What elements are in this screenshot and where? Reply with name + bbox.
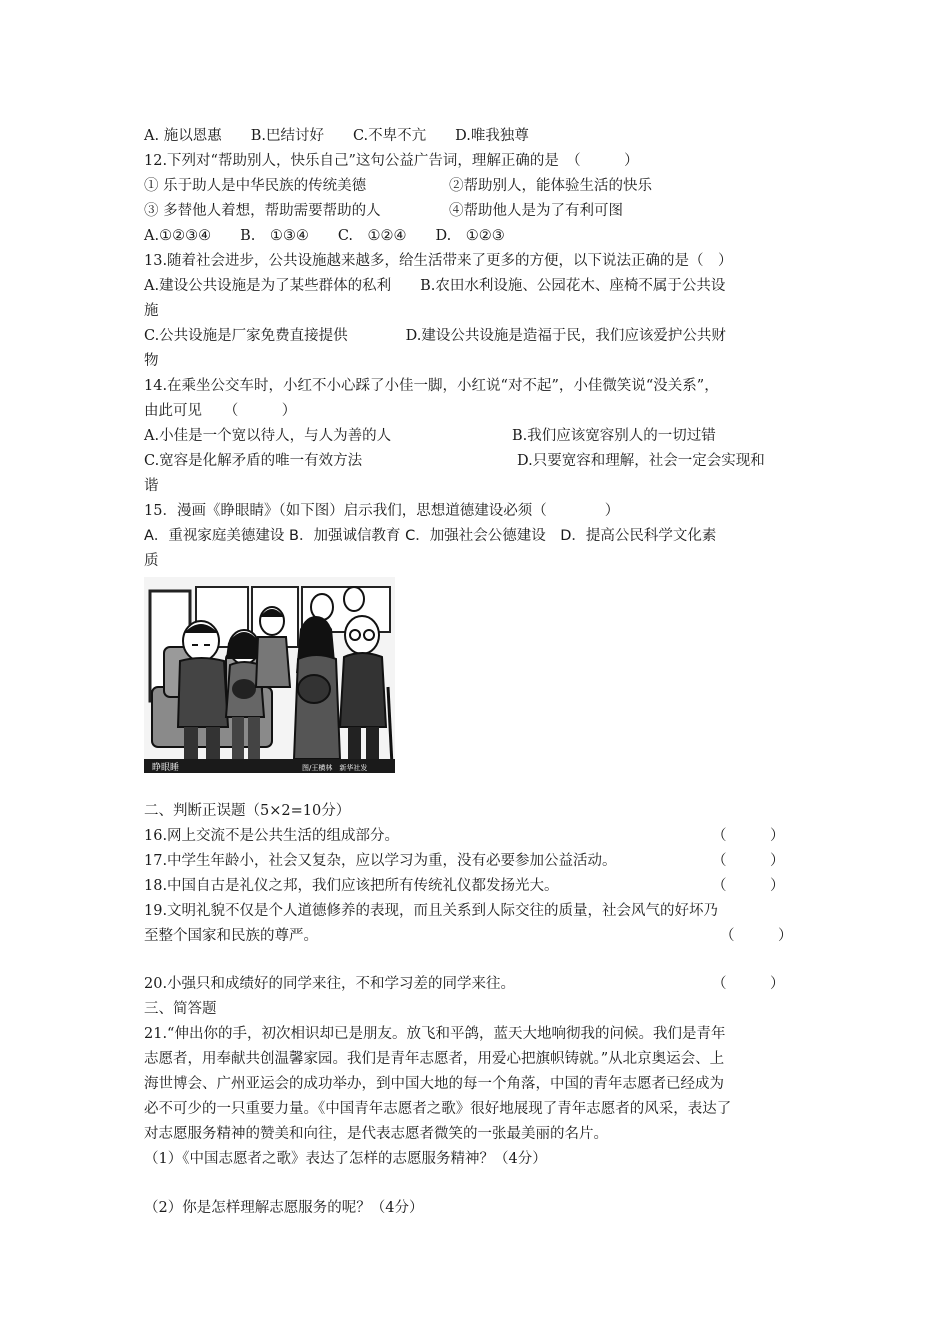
q13-stem: 13.随着社会进步，公共设施越来越多，给生活带来了更多的方便，以下说法正确的是（ ）: [144, 253, 733, 269]
q15-stem: 15．漫画《睁眼睛》（如下图）启示我们，思想道德建设必须（ ）: [144, 503, 620, 519]
q14-option-a: A.小佳是一个宽以待人，与人为善的人: [144, 428, 392, 444]
cartoon-image: [144, 577, 395, 773]
q12-statement-1: ① 乐于助人是中华民族的传统美德: [144, 178, 367, 194]
q21-line-1: 21.“伸出你的手，初次相识却已是朋友。放飞和平鸽，蓝天大地响彻我的问候。我们是青年: [144, 1026, 726, 1042]
q13-options-cd: C.公共设施是厂家免费直接提供 D.建设公共设施是造福于民，我们应该爱护公共财: [144, 328, 726, 344]
q21-line-3: 海世博会、广州亚运会的成功举办，到中国大地的每一个角落，中国的青年志愿者已经成为: [144, 1076, 724, 1092]
q12-statement-2: ②帮助别人，能体验生活的快乐: [449, 178, 652, 194]
q18: 18.中国自古是礼仪之邦，我们应该把所有传统礼仪都发扬光大。: [144, 878, 559, 894]
q21-line-2: 志愿者，用奉献共创温馨家园。我们是青年志愿者，用爱心把旗帜铸就。”从北京奥运会、上: [144, 1051, 725, 1067]
section2-title: 二、判断正误题（5×2=10分）: [144, 803, 351, 819]
q12-stem: 12.下列对“帮助别人，快乐自己”这句公益广告词，理解正确的是 （ ）: [144, 153, 639, 169]
q13-options-ab: A.建设公共设施是为了某些群体的私利 B.农田水利设施、公园花木、座椅不属于公共设: [144, 278, 726, 294]
q19-answer-bracket[interactable]: （ ）: [720, 928, 793, 944]
q15-options-cont: 质: [144, 553, 159, 569]
q20: 20.小强只和成绩好的同学来往，不和学习差的同学来往。: [144, 976, 516, 992]
q12-options: A.①②③④ B. ①③④ C. ①②④ D. ①②③: [144, 228, 505, 244]
q18-answer-bracket[interactable]: （ ）: [712, 878, 785, 894]
q17-answer-bracket[interactable]: （ ）: [712, 853, 785, 869]
cartoon-caption-title: 睁眼睡: [152, 763, 180, 773]
q19-cont: 至整个国家和民族的尊严。: [144, 928, 318, 944]
q13-options-cd-cont: 物: [144, 353, 159, 369]
q21-sub-2: （2）你是怎样理解志愿服务的呢？（4分）: [144, 1200, 424, 1216]
q11-options: A. 施以恩惠 B.巴结讨好 C.不卑不亢 D.唯我独尊: [144, 128, 529, 144]
q13-options-ab-cont: 施: [144, 303, 159, 319]
q14-option-b: B.我们应该宽容别人的一切过错: [512, 428, 716, 444]
section3-title: 三、简答题: [144, 1001, 217, 1017]
q16: 16.网上交流不是公共生活的组成部分。: [144, 828, 400, 844]
q21-sub-1: （1）《中国志愿者之歌》表达了怎样的志愿服务精神？（4分）: [144, 1151, 547, 1167]
q14-option-d: D.只要宽容和理解，社会一定会实现和: [517, 453, 765, 469]
cartoon-illustration: [144, 577, 395, 773]
q21-line-5: 对志愿服务精神的赞美和向往，是代表志愿者微笑的一张最美丽的名片。: [144, 1126, 608, 1142]
q20-answer-bracket[interactable]: （ ）: [712, 976, 785, 992]
q14-option-d-cont: 谐: [144, 478, 159, 494]
q14-stem-cont: 由此可见 （ ）: [144, 403, 297, 419]
q14-option-c: C.宽容是化解矛盾的唯一有效方法: [144, 453, 363, 469]
q12-statement-3: ③ 多替他人着想，帮助需要帮助的人: [144, 203, 381, 219]
q21-line-4: 必不可少的一只重要力量。《中国青年志愿者之歌》很好地展现了青年志愿者的风采，表达了: [144, 1101, 732, 1117]
q15-options: A．重视家庭美德建设 B．加强诚信教育 C．加强社会公德建设 D．提高公民科学文化素: [144, 528, 717, 544]
q17: 17.中学生年龄小，社会又复杂，应以学习为重，没有必要参加公益活动。: [144, 853, 617, 869]
cartoon-caption-credit: 图/王横林 新华社发: [302, 764, 368, 772]
q12-statement-4: ④帮助他人是为了有利可图: [449, 203, 623, 219]
q16-answer-bracket[interactable]: （ ）: [712, 828, 785, 844]
q14-stem: 14.在乘坐公交车时，小红不小心踩了小佳一脚，小红说“对不起”，小佳微笑说“没关系”，: [144, 378, 719, 394]
q19: 19.文明礼貌不仅是个人道德修养的表现，而且关系到人际交往的质量，社会风气的好坏乃: [144, 903, 719, 919]
